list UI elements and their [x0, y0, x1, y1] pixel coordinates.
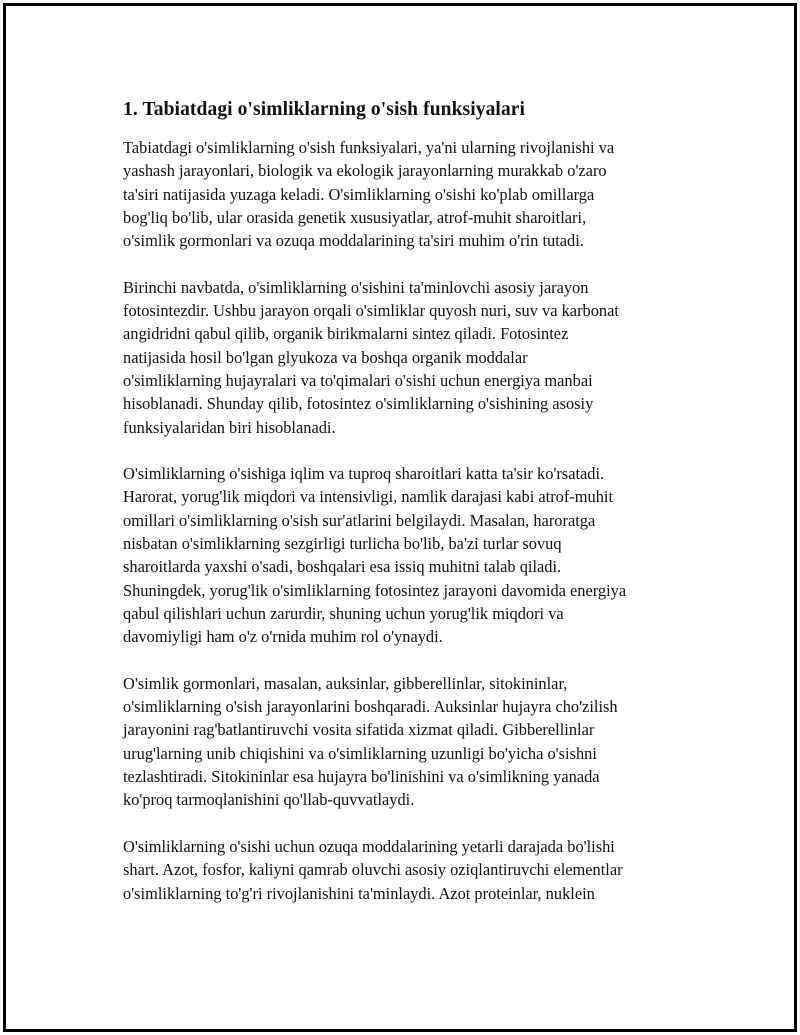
text-line: qabul qilishlari uchun zarurdir, shuning uchun yorug'lik miqdori va	[123, 603, 564, 623]
text-line: o'simliklarning to'g'ri rivojlanishini ta'minlaydi. Azot proteinlar, nuklein	[123, 883, 595, 903]
text-line: o'simliklarning hujayralari va to'qimalari o'sishi uchun energiya manbai	[123, 370, 593, 390]
text-line: hisoblanadi. Shunday qilib, fotosintez o'simliklarning o'sishining asosiy	[123, 394, 594, 414]
text-line: O'simlik gormonlari, masalan, auksinlar, gibberellinlar, sitokininlar,	[123, 673, 568, 693]
text-line: O'simliklarning o'sishiga iqlim va tuproq sharoitlari katta ta'sir ko'rsatadi.	[123, 464, 605, 484]
text-line: natijasida hosil bo'lgan glyukoza va boshqa organik moddalar	[123, 347, 528, 367]
text-line: jarayonini rag'batlantiruvchi vosita sifatida xizmat qiladi. Gibberellinlar	[123, 720, 595, 740]
document-body	[121, 98, 696, 928]
text-line: Tabiatdagi o'simliklarning o'sish funksiyalari, ya'ni ularning rivojlanishi va	[123, 138, 615, 157]
text-line: bog'liq bo'lib, ular orasida genetik xususiyatlar, atrof-muhit sharoitlari,	[123, 207, 587, 227]
text-line: angidridni qabul qilib, organik birikmalarni sintez qiladi. Fotosintez	[123, 324, 569, 344]
text-line: funksiyalaridan biri hisoblanadi.	[123, 417, 336, 437]
page-frame	[3, 3, 797, 1032]
text-line: yashash jarayonlari, biologik va ekologik jarayonlarning murakkab o'zaro	[123, 161, 607, 181]
paragraph-climate	[123, 462, 696, 648]
text-line: tezlashtiradi. Sitokininlar esa hujayra bo'linishini va o'simlikning yanada	[123, 767, 600, 787]
text-line: fotosintezdir. Ushbu jarayon orqali o'simliklar quyosh nuri, suv va karbonat	[123, 301, 619, 321]
text-line: Harorat, yorug'lik miqdori va intensivligi, namlik darajasi kabi atrof-muhit	[123, 487, 614, 507]
text-line: ko'proq tarmoqlanishini qo'llab-quvvatlaydi.	[123, 790, 415, 810]
paragraph-hormones	[123, 672, 696, 812]
text-line: omillari o'simliklarning o'sish sur'atlarini belgilaydi. Masalan, haroratga	[123, 510, 596, 530]
text-line: o'simliklarning o'sish jarayonlarini boshqaradi. Auksinlar hujayra cho'zilish	[123, 697, 618, 717]
text-line: shart. Azot, fosfor, kaliyni qamrab oluvchi asosiy oziqlantiruvchi elementlar	[123, 860, 623, 880]
text-line: davomiyligi ham o'z o'rnida muhim rol o'ynaydi.	[123, 627, 443, 647]
paragraph-nutrients	[123, 835, 696, 905]
text-line: Shuningdek, yorug'lik o'simliklarning fotosintez jarayoni davomida energiya	[123, 580, 627, 600]
text-line: o'simlik gormonlari va ozuqa moddalarining ta'siri muhim o'rin tutadi.	[123, 231, 584, 251]
text-line: nisbatan o'simliklarning sezgirligi turlicha bo'lib, ba'zi turlar sovuq	[123, 534, 562, 554]
text-line: Birinchi navbatda, o'simliklarning o'sishini ta'minlovchi asosiy jarayon	[123, 277, 589, 297]
text-line: ta'siri natijasida yuzaga keladi. O'simliklarning o'sishi ko'plab omillarga	[123, 184, 595, 204]
text-line: sharoitlarda yaxshi o'sadi, boshqalari esa issiq muhitni talab qiladi.	[123, 557, 562, 577]
section-heading: 1. Tabiatdagi o'simliklarning o'sish funksiyalari	[123, 99, 526, 120]
paragraph-intro	[123, 136, 696, 252]
paragraph-photosynthesis	[123, 276, 696, 439]
text-line: urug'larning unib chiqishini va o'simliklarning uzunligi bo'yicha o'sishni	[123, 743, 597, 763]
text-line: O'simliklarning o'sishi uchun ozuqa moddalarining yetarli darajada bo'lishi	[123, 836, 615, 856]
